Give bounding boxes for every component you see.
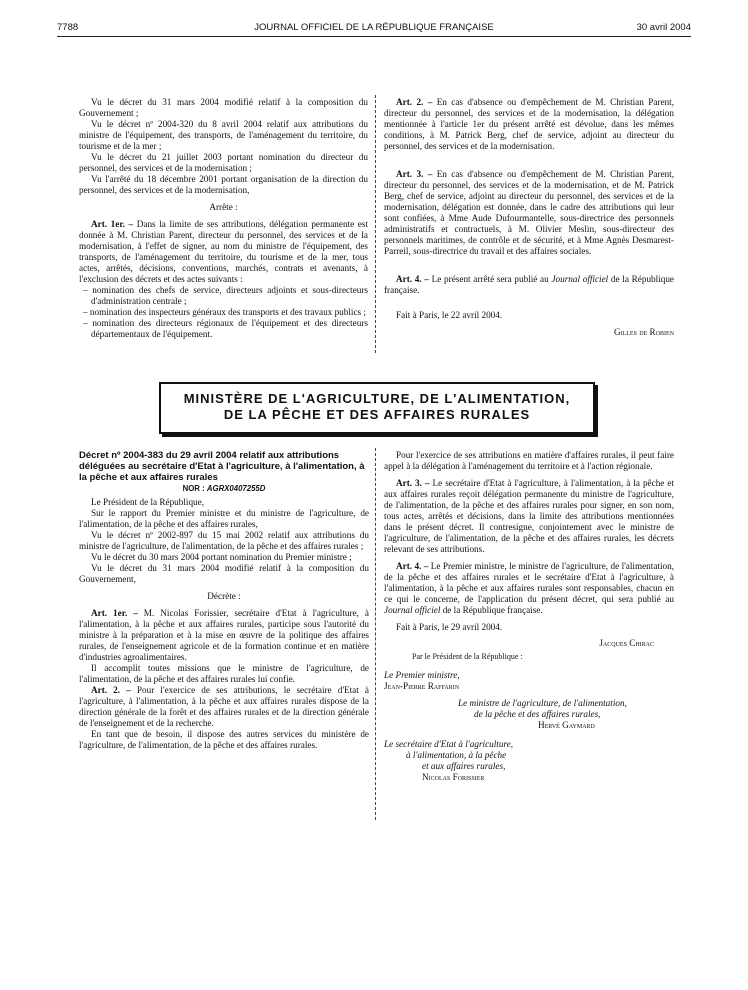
arrete-right-column: [384, 97, 674, 338]
ministry-heading-line: MINISTÈRE DE L'AGRICULTURE, DE L'ALIMENTATION,: [183, 391, 571, 406]
article-paragraph: [384, 97, 674, 152]
article-paragraph: En tant que de besoin, il dispose des autres services du ministère de l'agriculture, de l'alimentation, de la pêche et des affaires rurales.: [79, 729, 369, 750]
preamble-paragraph: Vu le décret du 30 mars 2004 portant nomination du Premier ministre ;: [91, 552, 352, 562]
nor-code: AGRX0407255D: [206, 484, 266, 493]
article-text: Le Premier ministre, le ministre de l'agriculture, de l'alimentation, de la pêche et des affaires rurales et le secrétaire d'Etat à l'agriculture, à l'alimentation, à la pêche et aux affaires rurales sont responsables, chacun en ce qui le concerne, de l'application du présent décret, qui sera publié au: [384, 561, 674, 604]
place-date: Fait à Paris, le 22 avril 2004.: [396, 310, 503, 320]
signatory-name: Hervé Gaymard: [538, 720, 595, 730]
page-number: 7788: [57, 22, 79, 33]
visa-paragraph: Vu le décret du 21 juillet 2003 portant nomination du directeur du personnel, des services et de la modernisation ;: [79, 152, 368, 173]
place-date: Fait à Paris, le 29 avril 2004.: [396, 622, 503, 632]
preamble-paragraph: Vu le décret nº 2002-897 du 15 mai 2002 relatif aux attributions du ministre de l'agriculture, de l'alimentation, de la pêche et des affaires rurales ;: [79, 530, 369, 551]
list-item: – nomination des chefs de service, directeurs adjoints et sous-directeurs d'administration centrale ;: [83, 285, 368, 306]
decrete-heading: Décrète :: [207, 591, 241, 601]
article-text: de la République française.: [384, 274, 674, 295]
preamble-paragraph: Vu le décret du 31 mars 2004 modifié relatif à la composition du Gouvernement,: [79, 563, 369, 584]
visa-paragraph: Vu le décret nº 2004-320 du 8 avril 2004 relatif aux attributions du ministre de l'équipement, des transports, de l'aménagement du territoire, du tourisme et de la mer ;: [79, 119, 368, 151]
article-label: Art. 4. –: [396, 561, 429, 571]
column-divider: [375, 448, 376, 820]
signatory-name: Nicolas Forissier: [422, 772, 485, 782]
ministry-heading-line: DE LA PÊCHE ET DES AFFAIRES RURALES: [223, 407, 531, 422]
par-le-president: Par le Président de la République :: [412, 652, 523, 661]
article-label: Art. 3. –: [396, 169, 433, 179]
signature: Gilles de Robien: [613, 327, 674, 337]
signatory-title: Le Premier ministre,: [384, 670, 460, 680]
article-text: Le présent arrêté sera publié au: [428, 274, 552, 284]
article-paragraph: [384, 478, 674, 555]
journal-title: JOURNAL OFFICIEL DE LA RÉPUBLIQUE FRANÇAISE: [254, 22, 494, 33]
signatory-title: et aux affaires rurales,: [422, 761, 506, 771]
signatory-name: Jean-Pierre Raffarin: [384, 681, 460, 691]
article-text: En cas d'absence ou d'empêchement de M. Christian Parent, directeur du personnel, des services et de la modernisation, la délégation mentionnée à l'article 1er du présent arrêté est dévolue, dans les mêmes conditions, à M. Patrick Berg, chef de service, adjoint au directeur du personnel, des services et de la modernisation.: [384, 97, 674, 151]
article-paragraph: [384, 561, 674, 616]
article-label: Art. 2. –: [91, 685, 131, 695]
article-label: Art. 1er. –: [91, 608, 138, 618]
list-item: – nomination des inspecteurs généraux des transports et des travaux publics ;: [83, 307, 366, 317]
signatory-title: Le ministre de l'agriculture, de l'alimentation,: [458, 698, 627, 708]
article-text: de la République française.: [440, 605, 543, 615]
signatory-title: de la pêche et des affaires rurales,: [474, 709, 601, 719]
article-text: Le secrétaire d'Etat à l'agriculture, à l'alimentation, à la pêche et aux affaires rurales reçoit délégation permanente du ministre de l'agriculture, de l'alimentation, de la pêche et des affaires rurales pour signer, en son nom, tous actes, arrêtés et décisions, dans la limite des attributions mentionnées dans le présent décret. Il contresigne, conjointement avec le ministre de l'agriculture, de l'alimentation, de la pêche et des affaires rurales, les décrets relevant de ses attributions.: [384, 478, 674, 554]
visa-paragraph: Vu le décret du 31 mars 2004 modifié relatif à la composition du Gouvernement ;: [79, 97, 368, 118]
page-header: [57, 22, 691, 36]
article-paragraph: [384, 169, 674, 257]
nor-label: NOR :: [182, 484, 205, 493]
signature-president: Jacques Chirac: [599, 638, 654, 648]
ministry-heading-box: [159, 382, 595, 434]
article-paragraph: [79, 608, 369, 663]
decree-right-column: [384, 450, 674, 783]
article-text: Pour l'exercice de ses attributions, le secrétaire d'Etat à l'agriculture, à l'alimentation, à la pêche et aux affaires rurales dispose de la direction générale de la forêt et des affaires rurales et de la direction générale de l'enseignement et de la recherche.: [79, 685, 369, 728]
article-paragraph: Il accomplit toutes missions que le ministre de l'agriculture, de l'alimentation, de la pêche et des affaires rurales lui confie.: [79, 663, 369, 684]
issue-date: 30 avril 2004: [636, 22, 691, 33]
article-label: Art. 1er. –: [91, 219, 134, 229]
signatory-title: à l'alimentation, à la pêche: [406, 750, 507, 760]
decree-left-column: [79, 450, 369, 751]
journal-name: Journal officiel: [384, 605, 441, 615]
column-divider: [375, 95, 376, 353]
preamble-paragraph: Sur le rapport du Premier ministre et du ministre de l'agriculture, de l'alimentation, de la pêche et des affaires rurales,: [79, 508, 369, 529]
article-paragraph: Pour l'exercice de ses attributions en matière d'affaires rurales, il peut faire appel à la délégation à l'aménagement du territoire et à l'action régionale.: [384, 450, 674, 471]
journal-name: Journal officiel: [551, 274, 609, 284]
article-label: Art. 3. –: [396, 478, 430, 488]
signatory-title: Le secrétaire d'Etat à l'agriculture,: [384, 739, 514, 749]
article-label: Art. 2. –: [396, 97, 433, 107]
article-text: M. Nicolas Forissier, secrétaire d'Etat à l'agriculture, à l'alimentation, à la pêche et aux affaires rurales, participe sous l'autorité du ministre à la préparation et à la mise en œuvre de la politique des affaires rurales, de l'enseignement agricole et de la formation continue et en matière d'industries agroalimentaires.: [79, 608, 369, 662]
preamble-paragraph: Le Président de la République,: [91, 497, 205, 507]
article-label: Art. 4. –: [396, 274, 429, 284]
nor-reference: [79, 483, 369, 494]
decree-title: Décret nº 2004-383 du 29 avril 2004 relatif aux attributions déléguées au secrétaire d'Etat à l'agriculture, à l'alimentation, à la pêche et aux affaires rurales: [79, 450, 365, 483]
article-paragraph: [79, 685, 369, 729]
header-rule: [57, 36, 691, 37]
visa-paragraph: Vu l'arrêté du 18 décembre 2001 portant organisation de la direction du personnel, des services et de la modernisation,: [79, 174, 368, 195]
list-item: – nomination des directeurs régionaux de l'équipement et des directeurs départementaux de l'équipement.: [83, 318, 368, 339]
article-text: Dans la limite de ses attributions, délégation permanente est donnée à M. Christian Parent, directeur du personnel, des services et de la modernisation, à l'effet de signer, au nom du ministre de l'équipement, des transports, de l'aménagement du territoire, du tourisme et de la mer, tous actes, arrêtés, décisions, conventions, marchés, contrats et avenants, à l'exclusion des décrets et des actes suivants :: [79, 219, 368, 284]
article-text: En cas d'absence ou d'empêchement de M. Christian Parent, directeur du personnel, des services et de la modernisation, et de M. Patrick Berg, chef de service, adjoint au directeur du personnel, des services et de la modernisation, délégation est donnée, dans le cadre des attributions qui leur sont confiées, à Mme Aude Dufourmantelle, sous-directrice des personnels administratifs et contractuels, à M. Olivier Meslin, sous-directeur des personnels maritimes, de contrôle et de sécurité, et à Mme Agnès Desmarest-Parreil, sous-directrice du travail et des affaires sociales.: [384, 169, 674, 256]
arrete-left-column: [79, 97, 368, 340]
article-paragraph: [384, 274, 674, 296]
arrete-heading: Arrête :: [209, 202, 238, 212]
article-paragraph: [79, 219, 368, 285]
